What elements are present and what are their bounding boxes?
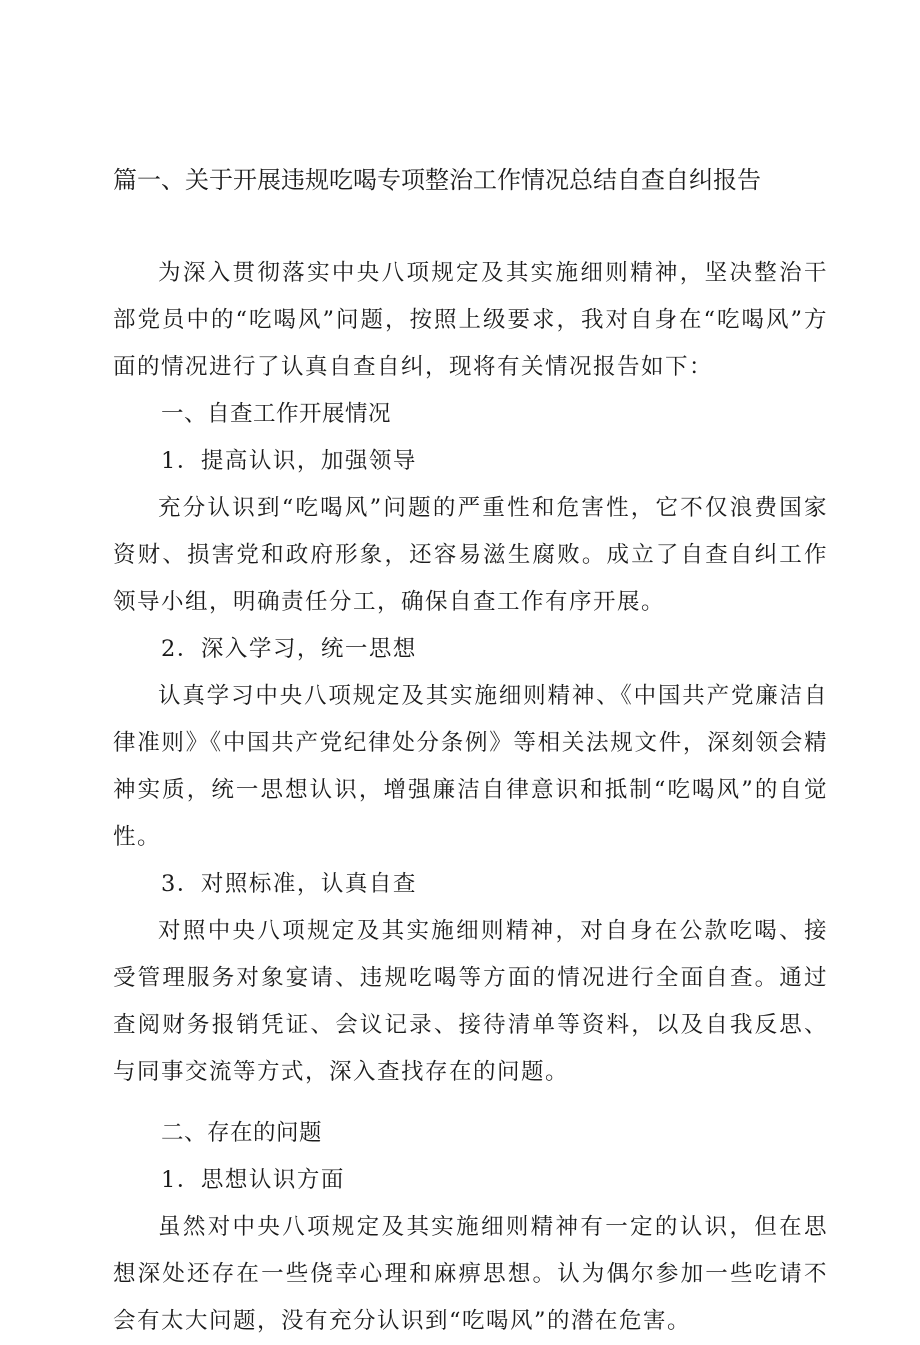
paragraph-thinking: 虽然对中央八项规定及其实施细则精神有一定的认识，但在思想深处还存在一些侥幸心理和麻痹思想。认为偶尔参加一些吃请不会有太大问题，没有充分认识到“吃喝风”的潜在危害。 — [113, 1214, 828, 1334]
document-title: 篇一、关于开展违规吃喝专项整治工作情况总结自查自纠报告 — [113, 166, 761, 194]
subheading-thinking: 1．思想认识方面 — [161, 1167, 345, 1193]
subheading-check-standards: 3．对照标准，认真自查 — [161, 871, 417, 897]
section-heading-self-check: 一、自查工作开展情况 — [161, 401, 392, 427]
section-heading-problems: 二、存在的问题 — [161, 1120, 323, 1146]
intro-paragraph: 为深入贯彻落实中央八项规定及其实施细则精神，坚决整治干部党员中的“吃喝风”问题，按照上级要求，我对自身在“吃喝风”方面的情况进行了认真自查自纠，现将有关情况报告如下： — [113, 260, 828, 380]
subheading-study: 2．深入学习，统一思想 — [161, 636, 417, 662]
paragraph-study: 认真学习中央八项规定及其实施细则精神、《中国共产党廉洁自律准则》《中国共产党纪律处分条例》等相关法规文件，深刻领会精神实质，统一思想认识，增强廉洁自律意识和抵制“吃喝风”的自觉性。 — [113, 683, 828, 850]
document-body — [113, 250, 828, 1345]
paragraph-raise-awareness: 充分认识到“吃喝风”问题的严重性和危害性，它不仅浪费国家资财、损害党和政府形象，还容易滋生腐败。成立了自查自纠工作领导小组，明确责任分工，确保自查工作有序开展。 — [113, 495, 828, 615]
paragraph-check-standards: 对照中央八项规定及其实施细则精神，对自身在公款吃喝、接受管理服务对象宴请、违规吃喝等方面的情况进行全面自查。通过查阅财务报销凭证、会议记录、接待清单等资料，以及自我反思、与同事交流等方式，深入查找存在的问题。 — [113, 918, 828, 1085]
subheading-raise-awareness: 1．提高认识，加强领导 — [161, 448, 417, 474]
